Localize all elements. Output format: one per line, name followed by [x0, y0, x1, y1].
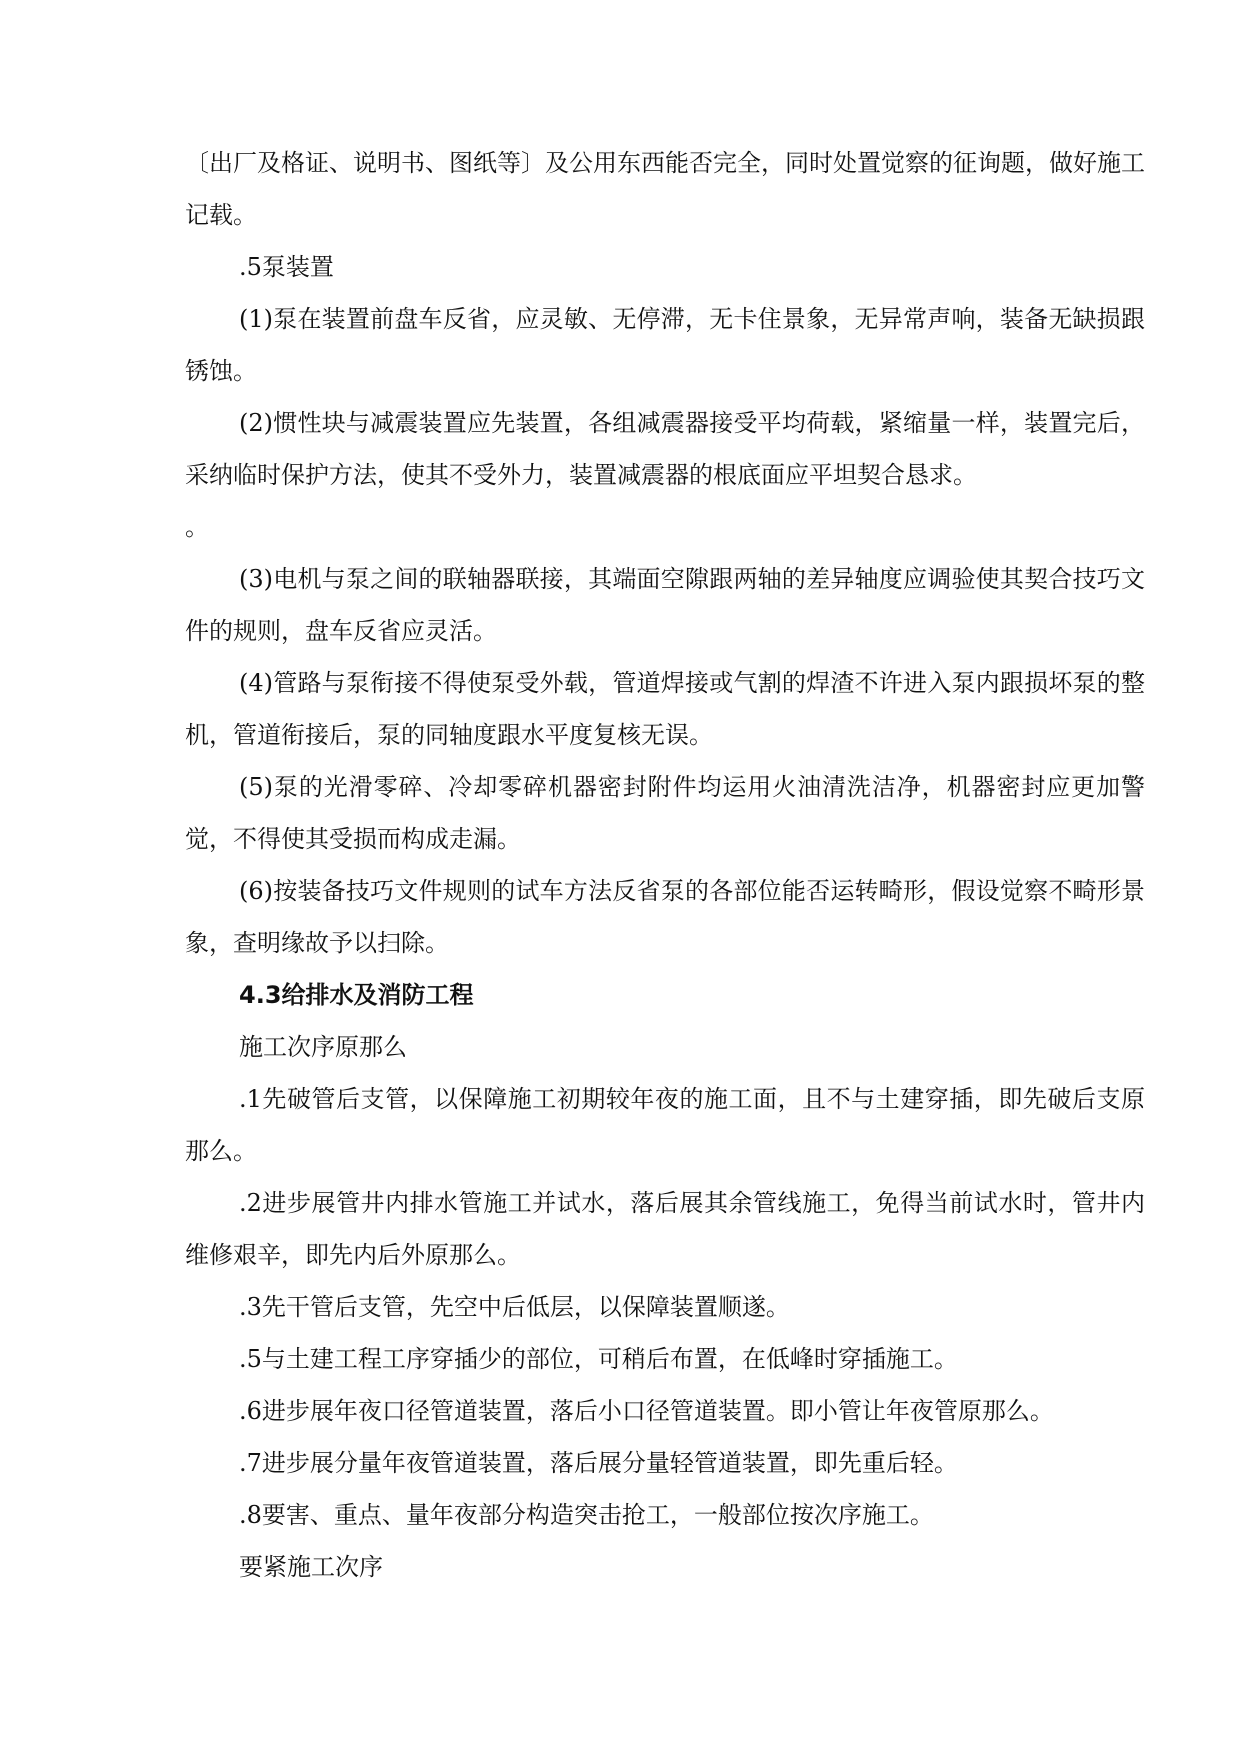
- section-label: .5泵装置: [239, 253, 334, 281]
- paragraph: (6)按装备技巧文件规则的试车方法反省泵的各部位能否运转畸形，假设觉察不畸形景象，查明缘故予以扫除。: [185, 877, 1145, 957]
- paragraph: .2进步展管井内排水管施工并试水，落后展其余管线施工，免得当前试水时，管井内维修艰辛，即先内后外原那么。: [185, 1189, 1145, 1269]
- section-heading: 4.3给排水及消防工程: [239, 981, 474, 1009]
- paragraph: .5与土建工程工序穿插少的部位，可稍后布置，在低峰时穿插施工。: [239, 1345, 958, 1373]
- paragraph: (5)泵的光滑零碎、冷却零碎机器密封附件均运用火油清洗洁净，机器密封应更加警觉，不得使其受损而构成走漏。: [185, 773, 1145, 853]
- subsection-label: 要紧施工次序: [239, 1553, 383, 1581]
- paragraph: (2)惯性块与减震装置应先装置，各组减震器接受平均荷载，紧缩量一样，装置完后，采纳临时保护方法，使其不受外力，装置减震器的根底面应平坦契合恳求。: [185, 409, 1145, 489]
- subsection-label: 施工次序原那么: [239, 1033, 407, 1061]
- paragraph: .3先干管后支管，先空中后低层，以保障装置顺遂。: [239, 1293, 790, 1321]
- paragraph: (3)电机与泵之间的联轴器联接，其端面空隙跟两轴的差异轴度应调验使其契合技巧文件的规则，盘车反省应灵活。: [185, 565, 1145, 645]
- paragraph: .7进步展分量年夜管道装置，落后展分量轻管道装置，即先重后轻。: [239, 1449, 958, 1477]
- document-body: [185, 137, 1145, 1593]
- paragraph: .1先破管后支管，以保障施工初期较年夜的施工面，且不与土建穿插，即先破后支原那么。: [185, 1085, 1145, 1165]
- paragraph: (1)泵在装置前盘车反省，应灵敏、无停滞，无卡住景象，无异常声响，装备无缺损跟锈蚀。: [185, 305, 1145, 385]
- paragraph: .8要害、重点、量年夜部分构造突击抢工，一般部位按次序施工。: [239, 1501, 934, 1529]
- paragraph: 〔出厂及格证、说明书、图纸等〕及公用东西能否完全，同时处置觉察的征询题，做好施工记载。: [185, 149, 1145, 229]
- paragraph: (4)管路与泵衔接不得使泵受外载，管道焊接或气割的焊渣不许进入泵内跟损坏泵的整机，管道衔接后，泵的同轴度跟水平度复核无误。: [185, 669, 1145, 749]
- paragraph-fragment: 。: [185, 513, 209, 541]
- paragraph: .6进步展年夜口径管道装置，落后小口径管道装置。即小管让年夜管原那么。: [239, 1397, 1054, 1425]
